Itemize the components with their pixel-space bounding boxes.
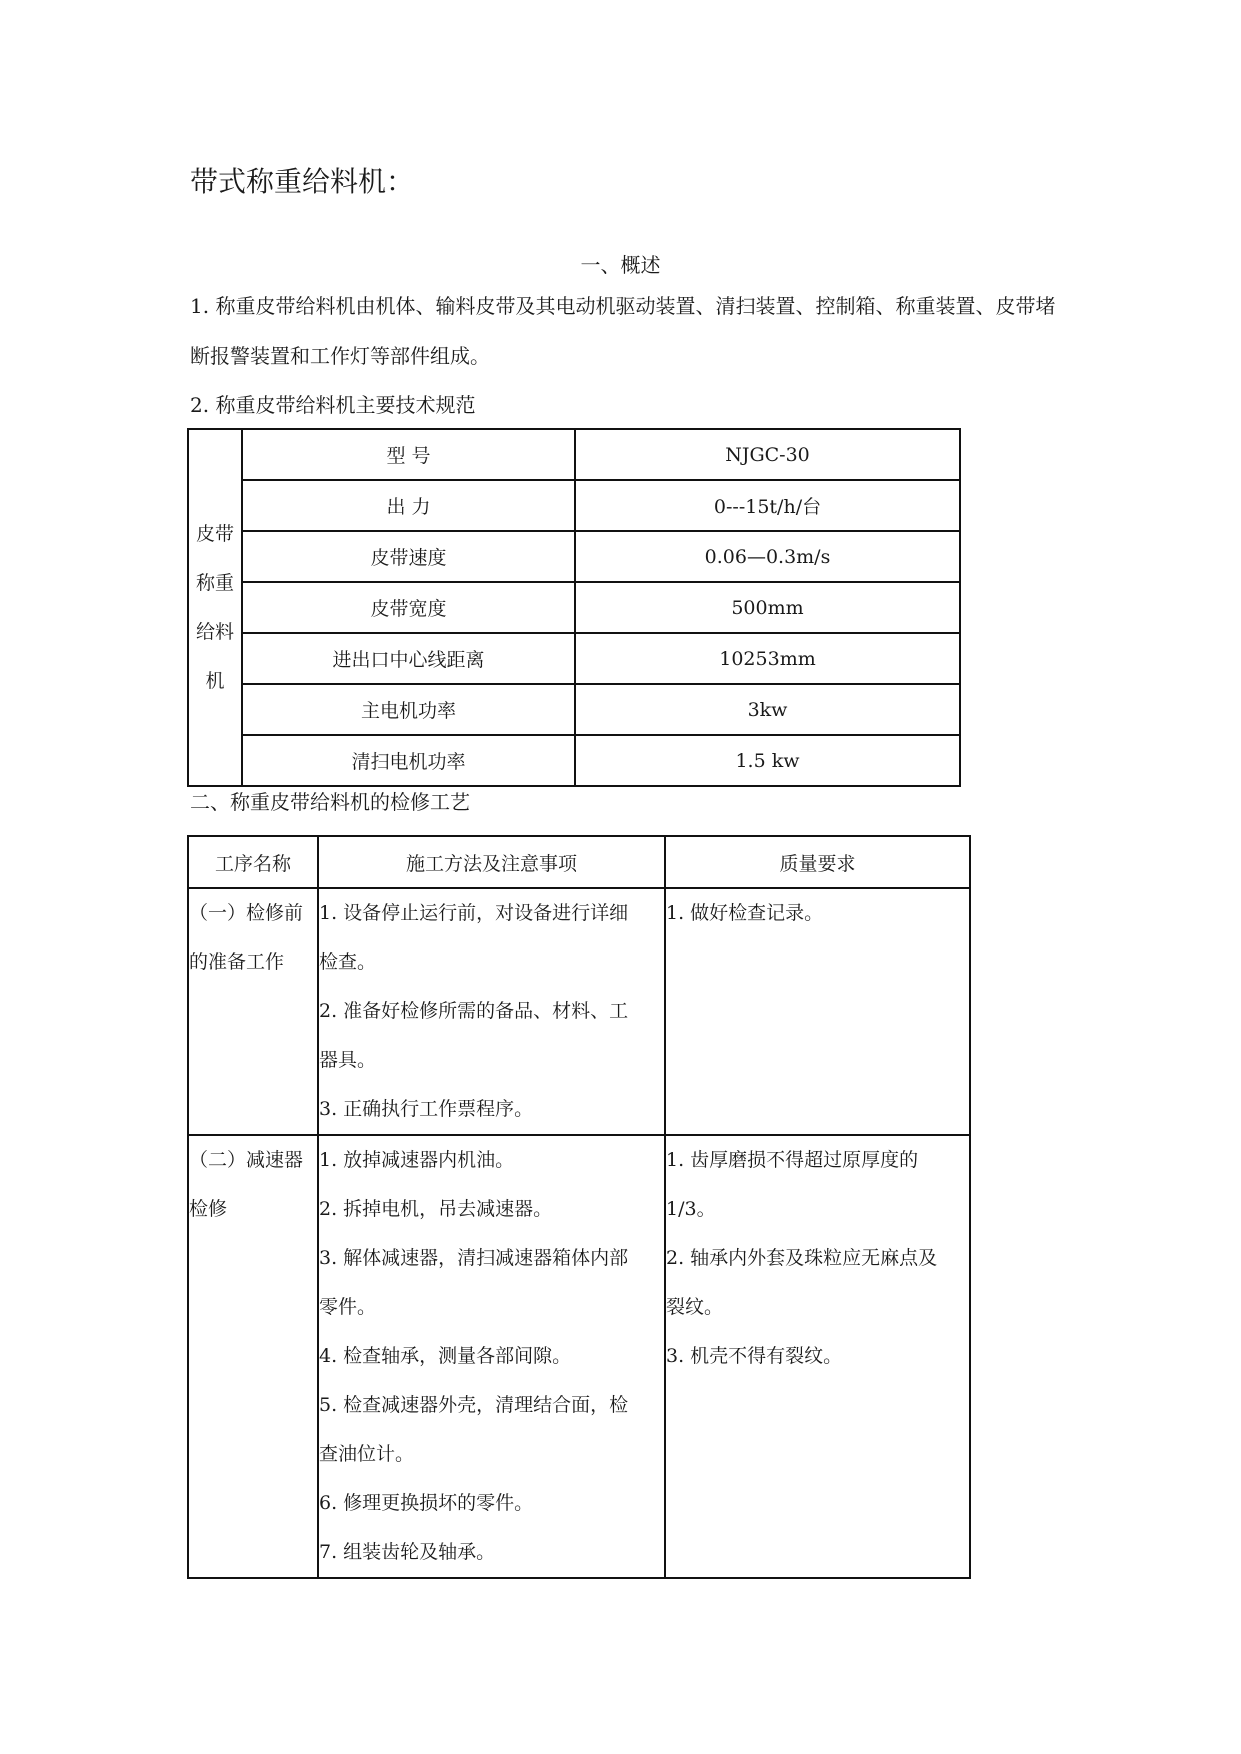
quality-line: 1. 做好检查记录。 [666,902,824,924]
quality-cell [665,1135,970,1578]
quality-line: 3. 机壳不得有裂纹。 [666,1345,843,1367]
table-row [188,633,960,684]
method-line: 2. 拆掉电机，吊去减速器。 [319,1198,553,1220]
column-header: 工序名称 [188,836,318,888]
spec-key: 出 力 [242,480,575,531]
spec-key: 主电机功率 [242,684,575,735]
process-table [187,835,971,1579]
section-heading-overview: 一、概述 [580,253,661,277]
step-name-line: （一）检修前 [189,902,304,924]
method-line: 1. 放掉减速器内机油。 [319,1149,515,1171]
spec-key: 清扫电机功率 [242,735,575,786]
spec-group-label [188,429,242,786]
table-header-row [188,836,970,888]
quality-line: 裂纹。 [666,1296,724,1318]
spec-value: 500mm [575,582,960,633]
method-line: 5. 检查减速器外壳，清理结合面，检 [319,1394,629,1416]
table-row [188,429,960,480]
spec-value: 0---15t/h/台 [575,480,960,531]
quality-cell [665,888,970,1135]
table-row [188,888,970,1135]
method-line: 零件。 [319,1296,377,1318]
step-name-cell [188,888,318,1135]
spec-value: 0.06—0.3m/s [575,531,960,582]
overview-paragraph-1: 1. 称重皮带给料机由机体、输料皮带及其电动机驱动装置、清扫装置、控制箱、称重装置、皮带堵断报警装置和工作灯等部件组成。 [190,294,1056,368]
method-line: 3. 正确执行工作票程序。 [319,1098,534,1120]
column-header: 施工方法及注意事项 [318,836,665,888]
spec-table [187,428,961,787]
spec-group-line: 机 [205,669,225,692]
quality-line: 2. 轴承内外套及珠粒应无麻点及 [666,1247,938,1269]
method-line: 6. 修理更换损坏的零件。 [319,1492,534,1514]
spec-value: 3kw [575,684,960,735]
table-row [188,531,960,582]
spec-key: 皮带速度 [242,531,575,582]
spec-group-line: 称重 [195,571,234,594]
step-name-line: 的准备工作 [189,951,285,973]
table-row [188,684,960,735]
spec-value: 1.5 kw [575,735,960,786]
method-line: 7. 组装齿轮及轴承。 [319,1541,496,1563]
quality-line: 1. 齿厚磨损不得超过原厚度的 [666,1149,919,1171]
table-row [188,1135,970,1578]
table-row [188,480,960,531]
method-line: 器具。 [319,1049,377,1071]
document-title: 带式称重给料机： [190,165,415,198]
method-line: 3. 解体减速器，清扫减速器箱体内部 [319,1247,629,1269]
method-line: 1. 设备停止运行前，对设备进行详细 [319,902,629,924]
method-line: 查油位计。 [319,1443,415,1465]
spec-key: 进出口中心线距离 [242,633,575,684]
table-row [188,582,960,633]
overview-paragraph-2: 2. 称重皮带给料机主要技术规范 [190,393,476,417]
spec-value: NJGC-30 [575,429,960,480]
method-line: 2. 准备好检修所需的备品、材料、工 [319,1000,629,1022]
spec-group-line: 皮带 [195,522,234,545]
step-name-line: （二）减速器 [189,1149,304,1171]
spec-key: 型 号 [242,429,575,480]
method-line: 检查。 [319,951,377,973]
method-cell [318,1135,665,1578]
spec-value: 10253mm [575,633,960,684]
quality-line: 1/3。 [666,1198,716,1220]
column-header: 质量要求 [665,836,970,888]
method-line: 4. 检查轴承，测量各部间隙。 [319,1345,572,1367]
step-name-line: 检修 [189,1198,228,1220]
spec-key: 皮带宽度 [242,582,575,633]
table-row [188,735,960,786]
step-name-cell [188,1135,318,1578]
spec-group-line: 给料 [195,620,234,643]
section-heading-maintenance: 二、称重皮带给料机的检修工艺 [190,790,470,814]
method-cell [318,888,665,1135]
